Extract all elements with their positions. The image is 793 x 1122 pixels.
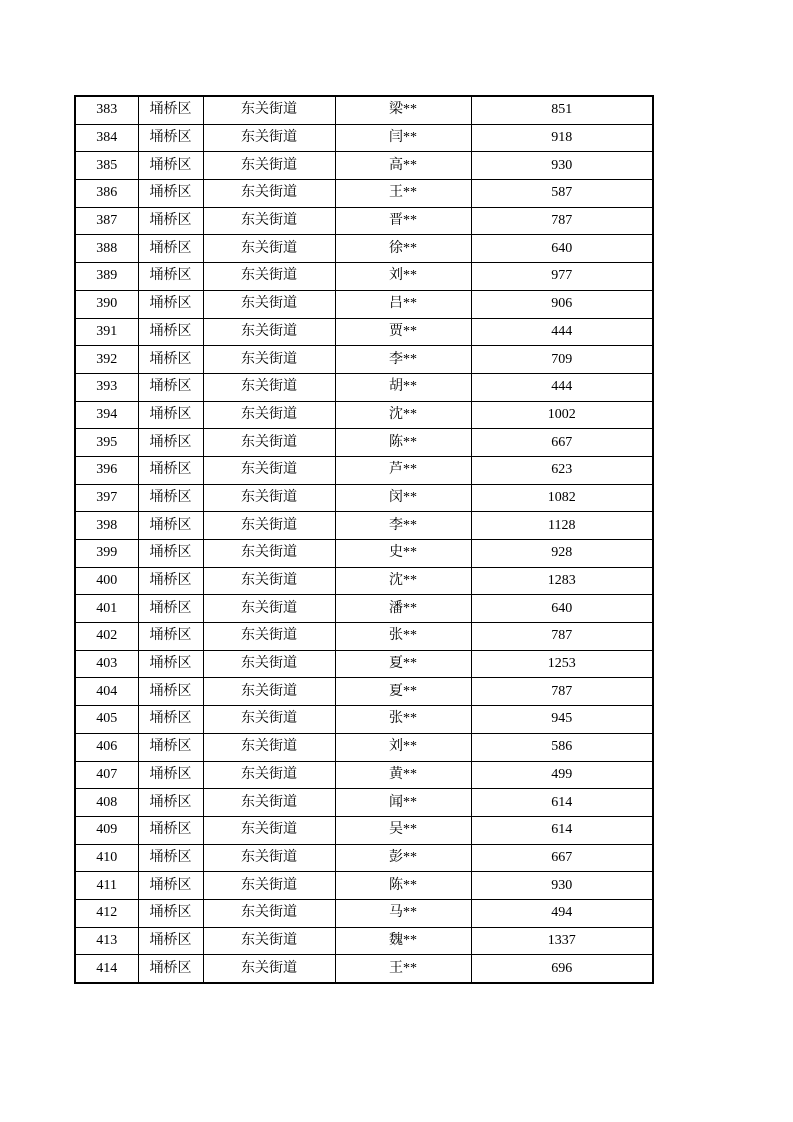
cell-masked-name: 张** bbox=[335, 623, 471, 651]
cell-masked-name: 魏** bbox=[335, 927, 471, 955]
cell-amount: 623 bbox=[471, 456, 653, 484]
cell-masked-name: 黄** bbox=[335, 761, 471, 789]
cell-subdistrict: 东关街道 bbox=[203, 152, 335, 180]
cell-masked-name: 高** bbox=[335, 152, 471, 180]
cell-amount: 614 bbox=[471, 789, 653, 817]
cell-subdistrict: 东关街道 bbox=[203, 512, 335, 540]
cell-row-number: 406 bbox=[75, 733, 138, 761]
cell-district: 埇桥区 bbox=[138, 595, 203, 623]
cell-row-number: 401 bbox=[75, 595, 138, 623]
cell-row-number: 414 bbox=[75, 955, 138, 983]
cell-amount: 787 bbox=[471, 623, 653, 651]
cell-masked-name: 闵** bbox=[335, 484, 471, 512]
cell-district: 埇桥区 bbox=[138, 567, 203, 595]
cell-row-number: 400 bbox=[75, 567, 138, 595]
cell-row-number: 407 bbox=[75, 761, 138, 789]
table-row bbox=[75, 401, 653, 429]
cell-row-number: 393 bbox=[75, 373, 138, 401]
cell-row-number: 395 bbox=[75, 429, 138, 457]
cell-district: 埇桥区 bbox=[138, 623, 203, 651]
cell-amount: 667 bbox=[471, 429, 653, 457]
cell-subdistrict: 东关街道 bbox=[203, 872, 335, 900]
cell-masked-name: 王** bbox=[335, 955, 471, 983]
cell-subdistrict: 东关街道 bbox=[203, 96, 335, 124]
cell-amount: 444 bbox=[471, 373, 653, 401]
cell-subdistrict: 东关街道 bbox=[203, 650, 335, 678]
cell-district: 埇桥区 bbox=[138, 152, 203, 180]
cell-amount: 1283 bbox=[471, 567, 653, 595]
cell-subdistrict: 东关街道 bbox=[203, 789, 335, 817]
cell-subdistrict: 东关街道 bbox=[203, 124, 335, 152]
cell-masked-name: 王** bbox=[335, 180, 471, 208]
cell-row-number: 398 bbox=[75, 512, 138, 540]
cell-masked-name: 李** bbox=[335, 346, 471, 374]
cell-masked-name: 梁** bbox=[335, 96, 471, 124]
cell-district: 埇桥区 bbox=[138, 180, 203, 208]
cell-row-number: 411 bbox=[75, 872, 138, 900]
table-row bbox=[75, 373, 653, 401]
table-row bbox=[75, 484, 653, 512]
cell-masked-name: 马** bbox=[335, 899, 471, 927]
cell-masked-name: 胡** bbox=[335, 373, 471, 401]
cell-row-number: 410 bbox=[75, 844, 138, 872]
table-row bbox=[75, 789, 653, 817]
table-row bbox=[75, 706, 653, 734]
cell-district: 埇桥区 bbox=[138, 346, 203, 374]
cell-subdistrict: 东关街道 bbox=[203, 456, 335, 484]
cell-masked-name: 史** bbox=[335, 540, 471, 568]
cell-district: 埇桥区 bbox=[138, 373, 203, 401]
cell-amount: 444 bbox=[471, 318, 653, 346]
cell-subdistrict: 东关街道 bbox=[203, 235, 335, 263]
cell-amount: 787 bbox=[471, 678, 653, 706]
table-row bbox=[75, 318, 653, 346]
cell-masked-name: 刘** bbox=[335, 263, 471, 291]
table-body bbox=[75, 96, 653, 983]
cell-district: 埇桥区 bbox=[138, 263, 203, 291]
cell-row-number: 399 bbox=[75, 540, 138, 568]
cell-amount: 851 bbox=[471, 96, 653, 124]
cell-district: 埇桥区 bbox=[138, 207, 203, 235]
table-row bbox=[75, 540, 653, 568]
cell-row-number: 397 bbox=[75, 484, 138, 512]
cell-row-number: 387 bbox=[75, 207, 138, 235]
table-row bbox=[75, 235, 653, 263]
cell-subdistrict: 东关街道 bbox=[203, 595, 335, 623]
table-row bbox=[75, 567, 653, 595]
cell-masked-name: 贾** bbox=[335, 318, 471, 346]
cell-district: 埇桥区 bbox=[138, 456, 203, 484]
table-row bbox=[75, 623, 653, 651]
table-row bbox=[75, 124, 653, 152]
cell-row-number: 392 bbox=[75, 346, 138, 374]
cell-district: 埇桥区 bbox=[138, 124, 203, 152]
cell-row-number: 386 bbox=[75, 180, 138, 208]
cell-amount: 586 bbox=[471, 733, 653, 761]
cell-amount: 499 bbox=[471, 761, 653, 789]
cell-masked-name: 徐** bbox=[335, 235, 471, 263]
cell-amount: 709 bbox=[471, 346, 653, 374]
table-row bbox=[75, 955, 653, 983]
cell-amount: 1128 bbox=[471, 512, 653, 540]
cell-district: 埇桥区 bbox=[138, 816, 203, 844]
cell-district: 埇桥区 bbox=[138, 512, 203, 540]
table-row bbox=[75, 595, 653, 623]
cell-subdistrict: 东关街道 bbox=[203, 401, 335, 429]
cell-row-number: 391 bbox=[75, 318, 138, 346]
table-row bbox=[75, 844, 653, 872]
cell-subdistrict: 东关街道 bbox=[203, 346, 335, 374]
cell-row-number: 388 bbox=[75, 235, 138, 263]
table-row bbox=[75, 678, 653, 706]
cell-subdistrict: 东关街道 bbox=[203, 899, 335, 927]
cell-amount: 928 bbox=[471, 540, 653, 568]
cell-district: 埇桥区 bbox=[138, 706, 203, 734]
cell-subdistrict: 东关街道 bbox=[203, 844, 335, 872]
cell-row-number: 408 bbox=[75, 789, 138, 817]
cell-masked-name: 吕** bbox=[335, 290, 471, 318]
cell-subdistrict: 东关街道 bbox=[203, 180, 335, 208]
cell-amount: 494 bbox=[471, 899, 653, 927]
cell-district: 埇桥区 bbox=[138, 429, 203, 457]
cell-subdistrict: 东关街道 bbox=[203, 733, 335, 761]
cell-amount: 696 bbox=[471, 955, 653, 983]
cell-masked-name: 刘** bbox=[335, 733, 471, 761]
cell-masked-name: 陈** bbox=[335, 872, 471, 900]
cell-masked-name: 陈** bbox=[335, 429, 471, 457]
cell-district: 埇桥区 bbox=[138, 401, 203, 429]
cell-masked-name: 闻** bbox=[335, 789, 471, 817]
cell-subdistrict: 东关街道 bbox=[203, 567, 335, 595]
cell-masked-name: 芦** bbox=[335, 456, 471, 484]
cell-district: 埇桥区 bbox=[138, 290, 203, 318]
cell-amount: 918 bbox=[471, 124, 653, 152]
cell-masked-name: 闫** bbox=[335, 124, 471, 152]
table-row bbox=[75, 346, 653, 374]
cell-row-number: 413 bbox=[75, 927, 138, 955]
cell-subdistrict: 东关街道 bbox=[203, 927, 335, 955]
table-row bbox=[75, 761, 653, 789]
cell-amount: 1002 bbox=[471, 401, 653, 429]
cell-amount: 945 bbox=[471, 706, 653, 734]
cell-subdistrict: 东关街道 bbox=[203, 207, 335, 235]
cell-district: 埇桥区 bbox=[138, 678, 203, 706]
cell-subdistrict: 东关街道 bbox=[203, 623, 335, 651]
table-row bbox=[75, 512, 653, 540]
cell-subdistrict: 东关街道 bbox=[203, 761, 335, 789]
table-row bbox=[75, 290, 653, 318]
cell-district: 埇桥区 bbox=[138, 899, 203, 927]
table-row bbox=[75, 816, 653, 844]
cell-masked-name: 李** bbox=[335, 512, 471, 540]
cell-district: 埇桥区 bbox=[138, 318, 203, 346]
table-row bbox=[75, 96, 653, 124]
cell-district: 埇桥区 bbox=[138, 484, 203, 512]
cell-amount: 977 bbox=[471, 263, 653, 291]
cell-row-number: 405 bbox=[75, 706, 138, 734]
cell-masked-name: 吴** bbox=[335, 816, 471, 844]
cell-amount: 667 bbox=[471, 844, 653, 872]
cell-masked-name: 夏** bbox=[335, 678, 471, 706]
table-row bbox=[75, 207, 653, 235]
cell-district: 埇桥区 bbox=[138, 955, 203, 983]
table-row bbox=[75, 899, 653, 927]
cell-masked-name: 晋** bbox=[335, 207, 471, 235]
cell-amount: 640 bbox=[471, 235, 653, 263]
cell-row-number: 390 bbox=[75, 290, 138, 318]
cell-district: 埇桥区 bbox=[138, 789, 203, 817]
cell-subdistrict: 东关街道 bbox=[203, 955, 335, 983]
table-row bbox=[75, 263, 653, 291]
table-row bbox=[75, 180, 653, 208]
cell-district: 埇桥区 bbox=[138, 872, 203, 900]
cell-amount: 640 bbox=[471, 595, 653, 623]
cell-amount: 930 bbox=[471, 872, 653, 900]
cell-row-number: 403 bbox=[75, 650, 138, 678]
cell-masked-name: 沈** bbox=[335, 567, 471, 595]
cell-amount: 930 bbox=[471, 152, 653, 180]
cell-district: 埇桥区 bbox=[138, 235, 203, 263]
cell-row-number: 402 bbox=[75, 623, 138, 651]
cell-district: 埇桥区 bbox=[138, 844, 203, 872]
cell-district: 埇桥区 bbox=[138, 733, 203, 761]
cell-amount: 787 bbox=[471, 207, 653, 235]
cell-masked-name: 夏** bbox=[335, 650, 471, 678]
cell-district: 埇桥区 bbox=[138, 927, 203, 955]
cell-amount: 1337 bbox=[471, 927, 653, 955]
cell-amount: 1082 bbox=[471, 484, 653, 512]
cell-subdistrict: 东关街道 bbox=[203, 290, 335, 318]
cell-district: 埇桥区 bbox=[138, 96, 203, 124]
cell-amount: 906 bbox=[471, 290, 653, 318]
table-row bbox=[75, 650, 653, 678]
table-row bbox=[75, 927, 653, 955]
cell-subdistrict: 东关街道 bbox=[203, 373, 335, 401]
cell-masked-name: 潘** bbox=[335, 595, 471, 623]
cell-row-number: 389 bbox=[75, 263, 138, 291]
cell-subdistrict: 东关街道 bbox=[203, 484, 335, 512]
cell-amount: 614 bbox=[471, 816, 653, 844]
cell-amount: 1253 bbox=[471, 650, 653, 678]
table-row bbox=[75, 152, 653, 180]
table-row bbox=[75, 429, 653, 457]
cell-row-number: 409 bbox=[75, 816, 138, 844]
cell-masked-name: 张** bbox=[335, 706, 471, 734]
cell-row-number: 384 bbox=[75, 124, 138, 152]
cell-amount: 587 bbox=[471, 180, 653, 208]
cell-masked-name: 沈** bbox=[335, 401, 471, 429]
table-row bbox=[75, 733, 653, 761]
table-row bbox=[75, 456, 653, 484]
cell-district: 埇桥区 bbox=[138, 761, 203, 789]
cell-masked-name: 彭** bbox=[335, 844, 471, 872]
cell-subdistrict: 东关街道 bbox=[203, 429, 335, 457]
cell-row-number: 383 bbox=[75, 96, 138, 124]
cell-subdistrict: 东关街道 bbox=[203, 816, 335, 844]
cell-row-number: 404 bbox=[75, 678, 138, 706]
table-row bbox=[75, 872, 653, 900]
cell-subdistrict: 东关街道 bbox=[203, 263, 335, 291]
data-table bbox=[74, 95, 654, 984]
cell-row-number: 394 bbox=[75, 401, 138, 429]
cell-subdistrict: 东关街道 bbox=[203, 540, 335, 568]
cell-subdistrict: 东关街道 bbox=[203, 706, 335, 734]
cell-district: 埇桥区 bbox=[138, 650, 203, 678]
cell-row-number: 385 bbox=[75, 152, 138, 180]
cell-row-number: 396 bbox=[75, 456, 138, 484]
cell-subdistrict: 东关街道 bbox=[203, 318, 335, 346]
cell-subdistrict: 东关街道 bbox=[203, 678, 335, 706]
cell-row-number: 412 bbox=[75, 899, 138, 927]
cell-district: 埇桥区 bbox=[138, 540, 203, 568]
